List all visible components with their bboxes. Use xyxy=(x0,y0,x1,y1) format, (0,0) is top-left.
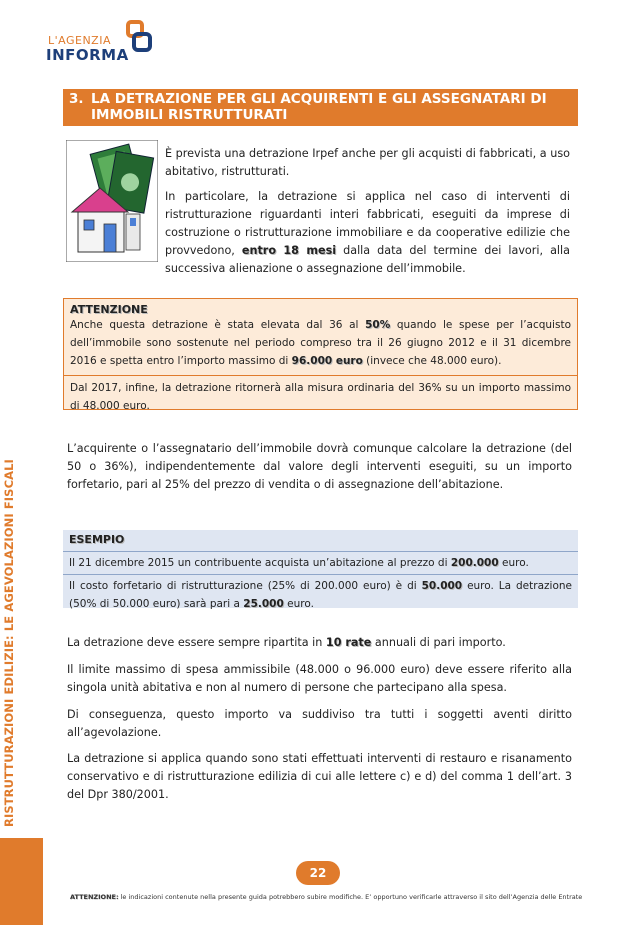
page-number: 22 xyxy=(296,861,340,885)
esempio-heading: ESEMPIO xyxy=(69,533,125,546)
intro-p2-highlight: entro 18 mesi xyxy=(241,244,337,257)
footer-disclaimer xyxy=(70,893,590,901)
body-paragraph-interventi: La detrazione si applica quando sono stati effettuati interventi di restauro e risanamento conservativo e di ristrutturazione edilizia di cui alle lettere c) e d) del comma 1 dell’art. 3 del Dpr 380/2001. xyxy=(67,752,572,801)
attenzione-heading: ATTENZIONE xyxy=(70,303,148,316)
section-title-line1: LA DETRAZIONE PER GLI ACQUIRENTI E GLI ASSEGNATARI DI xyxy=(91,91,547,107)
footer-text: le indicazioni contenute nella presente guida potrebbero subire modifiche. E’ opportuno verificarle attraverso il sito dell’Agenzia delle Entrate xyxy=(118,893,583,901)
es-r2-text-c: euro. xyxy=(283,598,314,610)
body-paragraph-rate xyxy=(67,634,572,652)
es-r1-text-a: Il 21 dicembre 2015 un contribuente acquista un’abitazione al prezzo di xyxy=(69,557,451,569)
attenzione-paragraph-2: Dal 2017, infine, la detrazione ritornerà alla misura ordinaria del 36% su un importo massimo di 48.000 euro. xyxy=(70,382,571,412)
es-r2-text-a: Il costo forfetario di ristrutturazione (25% di 200.000 euro) è di xyxy=(69,580,422,592)
agenzia-informa-logo xyxy=(38,18,156,64)
footer-label: ATTENZIONE: xyxy=(70,893,119,901)
attenzione-paragraph-1 xyxy=(70,316,571,370)
section-number: 3. xyxy=(69,91,84,107)
rate-highlight: 10 rate xyxy=(325,636,372,649)
rate-text-a: La detrazione deve essere sempre ripartita in xyxy=(67,636,326,649)
body-paragraph-limite: Il limite massimo di spesa ammissibile (48.000 o 96.000 euro) deve essere riferito alla singola unità abitativa e non al numero di persone che partecipano alla spesa. xyxy=(67,663,572,694)
side-section-label: RISTRUTTURAZIONI EDILIZIE: LE AGEVOLAZIONI FISCALI xyxy=(2,459,16,827)
es-r1-highlight: 200.000 xyxy=(450,557,499,569)
section-heading xyxy=(63,89,578,126)
esempio-row-2 xyxy=(63,574,578,615)
logo-line2: INFORMA xyxy=(46,46,129,64)
logo-line1: L'AGENZIA xyxy=(48,34,111,47)
es-r2-text-b: euro. La detrazione (50% di 50.000 euro) sarà pari a xyxy=(69,580,572,610)
intro-paragraph-2 xyxy=(165,188,570,278)
attenzione-box xyxy=(63,298,578,410)
att-p1-highlight-1: 50% xyxy=(365,319,391,331)
attenzione-divider xyxy=(64,375,577,376)
es-r1-text-b: euro. xyxy=(498,557,529,569)
house-money-icon xyxy=(66,140,158,262)
es-r2-highlight-2: 25.000 xyxy=(243,598,284,610)
body-paragraph-conseguenza: Di conseguenza, questo importo va suddiviso tra tutti i soggetti aventi diritto all’agevolazione. xyxy=(67,708,572,739)
intro-paragraph-1: È prevista una detrazione Irpef anche per gli acquisti di fabbricati, a uso abitativo, ristrutturati. xyxy=(165,147,570,178)
rate-text-b: annuali di pari importo. xyxy=(371,636,506,649)
side-accent-bar xyxy=(0,838,43,925)
intro-p2-text-b: dalla data del termine dei lavori, alla successiva alienazione o assegnazione dell’immobile. xyxy=(165,244,571,275)
att-p1-text-c: (invece che 48.000 euro). xyxy=(362,355,502,367)
logo-mark-icon xyxy=(116,20,156,58)
section-title-line2: IMMOBILI RISTRUTTURATI xyxy=(91,107,288,123)
body-paragraph-forfetario: L’acquirente o l’assegnatario dell’immobile dovrà comunque calcolare la detrazione (del 50 o 36%), indipendentemente dal valore degli interventi eseguiti, su un importo forfetario, pari al 25% del prezzo di vendita o di assegnazione dell’abitazione. xyxy=(67,442,572,491)
intro-p2-text-a: In particolare, la detrazione si applica nel caso di interventi di ristrutturazione riguardanti interi fabbricati, eseguiti da imprese di costruzione o ristrutturazione immobiliare e da cooperative edilizie che provvedono, xyxy=(165,190,570,257)
att-p1-text-b: quando le spese per l’acquisto dell’immobile sono sostenute nel periodo compreso tra il 26 giugno 2012 e il 31 dicembre 2016 e spetta entro l’importo massimo di xyxy=(70,319,571,367)
esempio-row-1 xyxy=(63,551,578,574)
att-p1-text-a: Anche questa detrazione è stata elevata dal 36 al xyxy=(70,319,366,331)
esempio-box xyxy=(63,530,578,608)
att-p1-highlight-2: 96.000 euro xyxy=(291,355,363,367)
es-r2-highlight-1: 50.000 xyxy=(421,580,463,592)
